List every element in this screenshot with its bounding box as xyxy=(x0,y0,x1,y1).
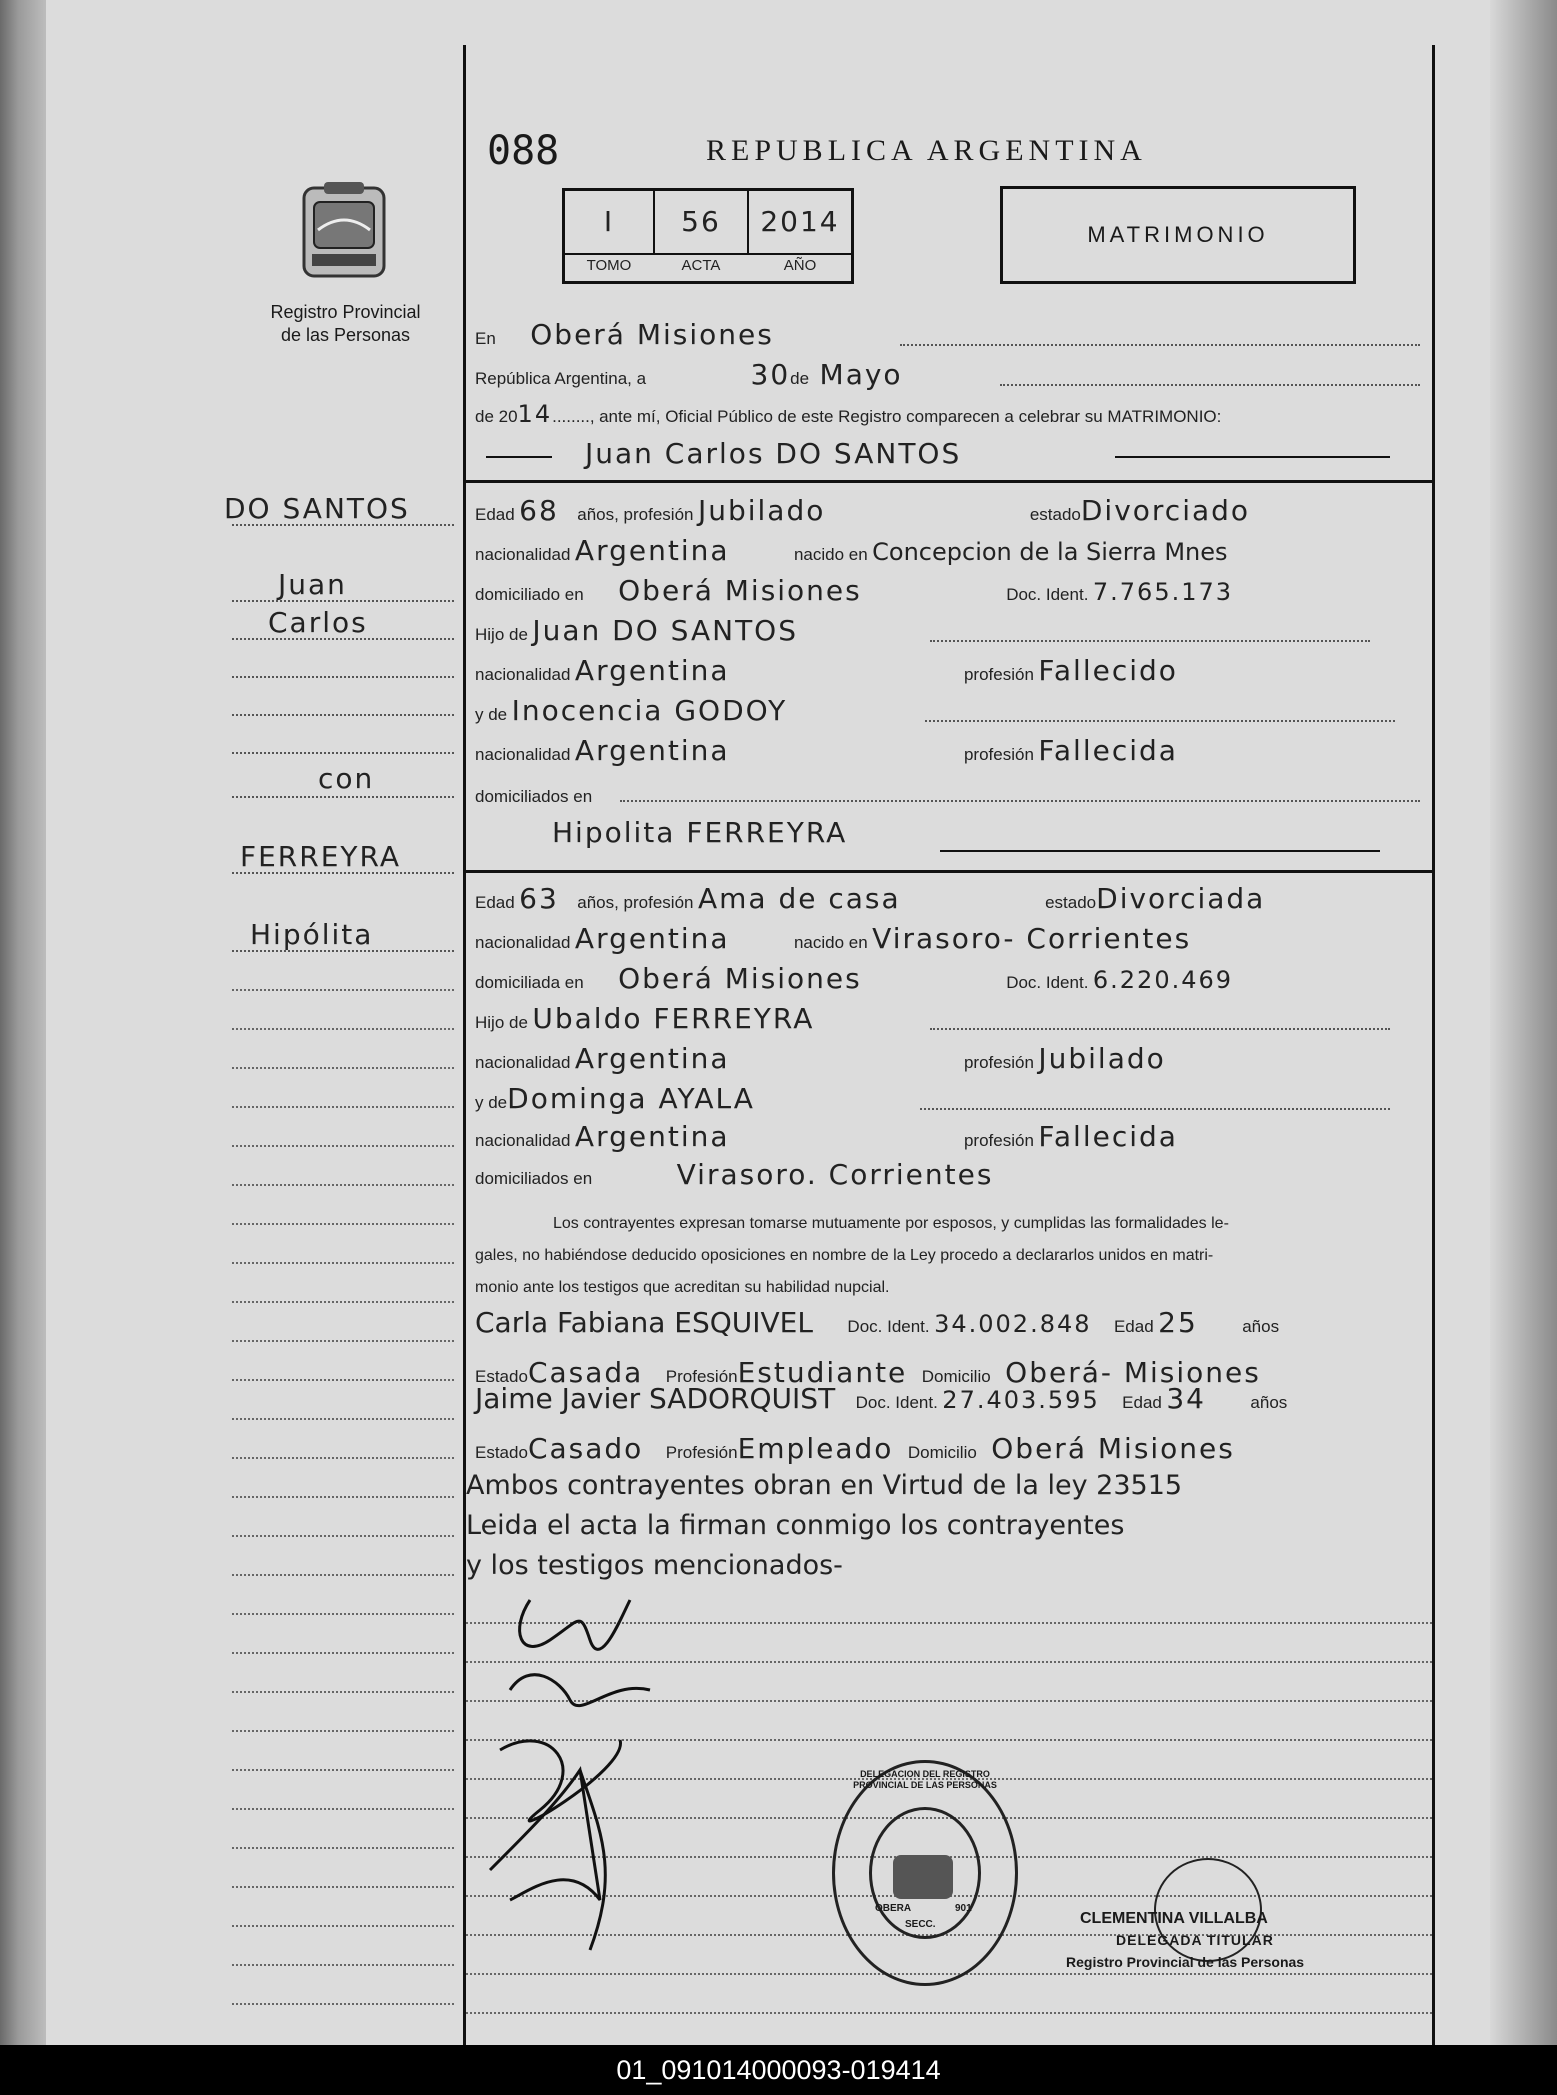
witness-1-details: EstadoCasada ProfesiónEstudiante Domicilio Oberá- Misiones xyxy=(475,1356,1261,1389)
tomo-label: TOMO xyxy=(586,257,632,274)
seal-number: 901 xyxy=(955,1903,972,1914)
bride-birthplace: Virasoro- Corrientes xyxy=(872,922,1192,955)
declaration-line-2: gales, no habiéndose deducido oposiciones en nombre de la Ley procedo a declararlos unidos en matri- xyxy=(475,1247,1214,1264)
dotted-line xyxy=(232,714,454,716)
seal-ring-text: DELEGACION DEL REGISTRO PROVINCIAL DE LAS PERSONAS xyxy=(853,1769,997,1790)
witness-1-row: Carla Fabiana ESQUIVEL Doc. Ident. 34.002.848 Edad 25 años xyxy=(475,1306,1280,1339)
groom-age: 68 xyxy=(519,494,559,527)
witness-2-age: 34 xyxy=(1166,1382,1206,1415)
groom-mother-profession: Fallecida xyxy=(1038,734,1178,767)
bride-father: Ubaldo FERREYRA xyxy=(532,1002,815,1035)
seal-secc: SECC. xyxy=(905,1919,936,1930)
bride-mother: Dominga AYALA xyxy=(507,1082,755,1115)
dotted-line xyxy=(232,872,454,874)
groom-mother-nationality: Argentina xyxy=(574,734,730,767)
note-line-2: Leida el acta la firman conmigo los contrayentes xyxy=(466,1510,1125,1541)
groom-father-nationality: Argentina xyxy=(574,654,730,687)
tomo-value: I xyxy=(565,191,655,253)
dotted-line xyxy=(232,752,454,754)
bride-nationality-row: nacionalidad Argentina nacido en Virasoro- Corrientes xyxy=(475,922,1192,955)
bride-domicile: Oberá Misiones xyxy=(618,962,862,995)
page-edge xyxy=(1490,0,1557,2045)
year-row: de 2014........, ante mí, Oficial Público de este Registro comparecen a celebrar su MATRIMONIO: xyxy=(475,400,1222,428)
bride-age: 63 xyxy=(519,882,559,915)
dotted-line xyxy=(232,638,454,640)
ano-value: 2014 xyxy=(760,205,840,238)
witness-1-doc: 34.002.848 xyxy=(934,1310,1092,1338)
dotted-line xyxy=(232,600,454,602)
bride-parents-dom-row: domiciliados en Virasoro. Corrientes xyxy=(475,1158,994,1191)
declaration-line-3: monio ante los testigos que acreditan su habilidad nupcial. xyxy=(475,1279,890,1296)
registry-line-2: de las Personas xyxy=(280,325,411,345)
page-binding xyxy=(0,0,46,2045)
dotted-line xyxy=(232,796,454,798)
margin-given-2: Hipólita xyxy=(250,918,374,951)
appearance-sentence: ante mí, Oficial Público de este Registro comparecen a celebrar su MATRIMONIO: xyxy=(599,407,1222,426)
box-divider xyxy=(565,253,851,255)
rule xyxy=(486,456,552,458)
bride-father-row: Hijo de Ubaldo FERREYRA xyxy=(475,1002,815,1035)
section-divider xyxy=(466,870,1432,873)
bride-father-profession: Jubilado xyxy=(1038,1042,1166,1075)
witness-1-age: 25 xyxy=(1158,1306,1198,1339)
bride-mother-row: y deDominga AYALA xyxy=(475,1082,755,1115)
dotted-line xyxy=(900,344,1420,346)
doc-type-label: MATRIMONIO xyxy=(1087,222,1269,247)
bride-status: Divorciada xyxy=(1096,882,1266,915)
witness-2-domicile: Oberá Misiones xyxy=(991,1432,1235,1465)
dotted-line xyxy=(930,1028,1390,1030)
groom-father: Juan DO SANTOS xyxy=(532,614,798,647)
groom-age-row: Edad 68 años, profesión Jubilado estadoDivorciado xyxy=(475,494,1251,527)
margin-given-1b: Carlos xyxy=(268,606,368,639)
date-row: República Argentina, a 30de Mayo xyxy=(475,358,903,391)
witness-2-details: EstadoCasado ProfesiónEmpleado Domicilio Oberá Misiones xyxy=(475,1432,1235,1465)
witness-2-status: Casado xyxy=(527,1432,644,1465)
witness-1-domicile: Oberá- Misiones xyxy=(1005,1356,1261,1389)
groom-nationality-row: nacionalidad Argentina nacido en Concepcion de la Sierra Mnes xyxy=(475,534,1228,567)
bride-profession: Ama de casa xyxy=(697,882,901,915)
right-border xyxy=(1432,45,1435,2045)
witness-2-profession: Empleado xyxy=(737,1432,894,1465)
groom-mother-nat-row: nacionalidad Argentina profesión Fallecida xyxy=(475,734,1178,767)
place-value: Oberá Misiones xyxy=(530,318,774,351)
country-title: REPUBLICA ARGENTINA xyxy=(706,134,1147,167)
bride-mother-profession: Fallecida xyxy=(1038,1120,1178,1153)
official-name: CLEMENTINA VILLALBA xyxy=(1080,1910,1268,1927)
declaration-line-1: Los contrayentes expresan tomarse mutuamente por esposos, y cumplidas las formalidades le- xyxy=(553,1215,1229,1232)
acta-label: ACTA xyxy=(681,257,721,274)
dotted-line xyxy=(620,800,1420,802)
margin-surname-2: FERREYRA xyxy=(240,840,401,873)
margin-ruled-lines xyxy=(232,952,454,2005)
ano-label: AÑO xyxy=(783,257,817,274)
official-seal-stamp xyxy=(832,1760,1018,1986)
document-id-footer: 01_091014000093-019414 xyxy=(0,2045,1557,2095)
witness-2-doc: 27.403.595 xyxy=(942,1386,1100,1414)
month-value: Mayo xyxy=(819,358,903,391)
bride-father-nat-row: nacionalidad Argentina profesión Jubilado xyxy=(475,1042,1166,1075)
bride-nationality: Argentina xyxy=(574,922,730,955)
note-line-3: y los testigos mencionados- xyxy=(466,1550,843,1581)
groom-father-profession: Fallecido xyxy=(1038,654,1178,687)
bride-mother-nat-row: nacionalidad Argentina profesión Fallecida xyxy=(475,1120,1178,1153)
dotted-line xyxy=(930,640,1370,642)
seal-emblem-icon xyxy=(893,1855,953,1899)
signatures xyxy=(470,1570,730,1975)
bride-domicile-row: domiciliada en Oberá Misiones Doc. Ident. 6.220.469 xyxy=(475,962,1234,995)
bride-mother-nationality: Argentina xyxy=(574,1120,730,1153)
acta-value: 56 xyxy=(655,191,749,253)
rule xyxy=(940,850,1380,852)
groom-domicile-row: domiciliado en Oberá Misiones Doc. Ident. 7.765.173 xyxy=(475,574,1234,607)
misiones-seal-icon xyxy=(296,180,392,289)
day-value: 30 xyxy=(750,358,791,391)
margin-surname-1: DO SANTOS xyxy=(224,492,410,525)
bride-doc: 6.220.469 xyxy=(1092,966,1234,994)
witness-1-profession: Estudiante xyxy=(737,1356,908,1389)
official-registry: Registro Provincial de las Personas xyxy=(1066,1954,1305,1970)
place-row: En Oberá Misiones xyxy=(475,318,774,351)
groom-profession: Jubilado xyxy=(697,494,826,527)
dotted-line xyxy=(920,1108,1390,1110)
bride-parents-domicile: Virasoro. Corrientes xyxy=(676,1158,994,1191)
seal-city: OBERA xyxy=(875,1903,912,1914)
groom-doc: 7.765.173 xyxy=(1092,578,1234,606)
section-divider xyxy=(466,480,1432,483)
witness-1-name: Carla Fabiana ESQUIVEL xyxy=(475,1306,813,1339)
witness-2-name: Jaime Javier SADORQUIST xyxy=(475,1382,836,1415)
groom-father-nat-row: nacionalidad Argentina profesión Fallecido xyxy=(475,654,1178,687)
dotted-line xyxy=(232,524,454,526)
groom-domicile: Oberá Misiones xyxy=(618,574,862,607)
declaration-text xyxy=(475,1208,1415,1304)
groom-parents-dom-row: domiciliados en xyxy=(475,787,593,806)
dotted-line xyxy=(232,676,454,678)
tomo-acta-ano-box xyxy=(562,188,854,284)
note-line-1: Ambos contrayentes obran en Virtud de la ley 23515 xyxy=(466,1470,1183,1501)
witness-2-row: Jaime Javier SADORQUIST Doc. Ident. 27.403.595 Edad 34 años xyxy=(475,1382,1288,1415)
year-value: 14 xyxy=(517,400,553,428)
groom-birthplace: Concepcion de la Sierra Mnes xyxy=(872,538,1228,566)
official-title: DELEGADA TITULAR xyxy=(1116,1932,1274,1948)
groom-status: Divorciado xyxy=(1080,494,1251,527)
rule xyxy=(1115,456,1390,458)
groom-father-row: Hijo de Juan DO SANTOS xyxy=(475,614,798,647)
groom-full-name: Juan Carlos DO SANTOS xyxy=(585,437,962,470)
groom-nationality: Argentina xyxy=(574,534,730,567)
act-number: 088 xyxy=(487,128,560,174)
bride-father-nationality: Argentina xyxy=(574,1042,730,1075)
margin-con: con xyxy=(318,762,375,795)
margin-given-1a: Juan xyxy=(278,568,347,601)
groom-mother: Inocencia GODOY xyxy=(511,694,788,727)
dotted-line xyxy=(1000,384,1420,386)
registry-line-1: Registro Provincial xyxy=(270,302,421,322)
dotted-line xyxy=(925,720,1395,722)
groom-mother-row: y de Inocencia GODOY xyxy=(475,694,788,727)
doc-type-box xyxy=(1000,186,1356,284)
witness-1-status: Casada xyxy=(527,1356,644,1389)
bride-age-row: Edad 63 años, profesión Ama de casa estadoDivorciada xyxy=(475,882,1266,915)
bride-full-name: Hipolita FERREYRA xyxy=(552,816,848,849)
